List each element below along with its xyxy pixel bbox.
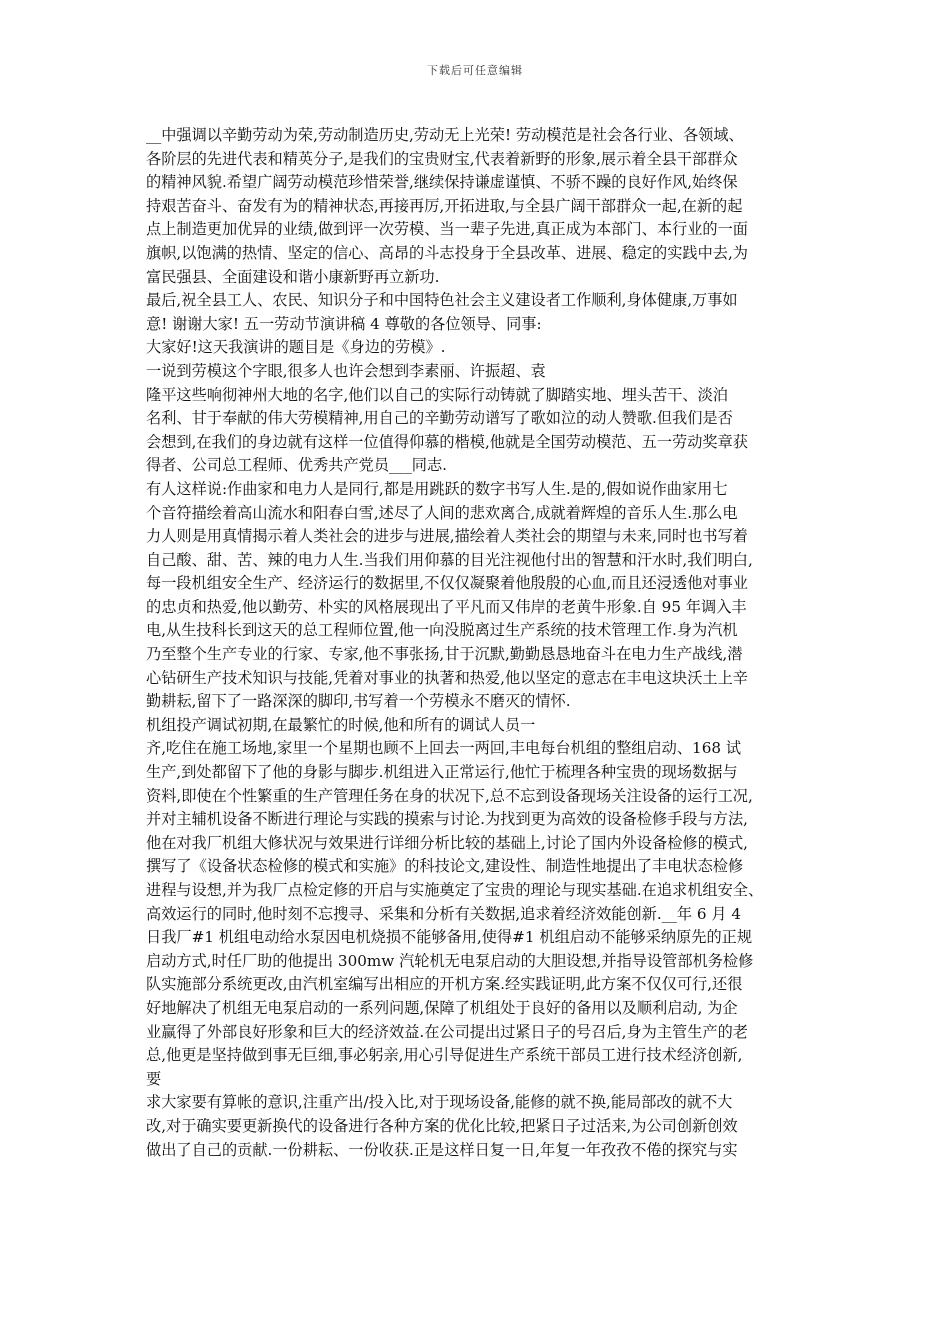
text-line: 日我厂#1 机组电动给水泵因电机烧损不能够备用,使得#1 机组启动不能够采纳原先的正规 (146, 928, 753, 947)
text-line: 齐,吃住在施工场地,家里一个星期也顾不上回去一两回,丰电每台机组的整组启动、168 试 (146, 739, 742, 758)
text-line: 进程与设想,并为我厂点检定修的开启与实施奠定了宝贵的理论与现实基础.在追求机组安全、 (146, 881, 764, 899)
text-line: 做出了自己的贡献.一份耕耘、一份收获.正是这样日复一日,年复一年孜孜不倦的探究与实 (146, 1140, 738, 1159)
text-line: 名利、甘于奉献的伟大劳模精神,用自己的辛勤劳动谱写了歌如泣的动人赞歌.但我们是否 (146, 409, 733, 428)
text-line: 隆平这些响彻神州大地的名字,他们以自己的实际行动铸就了脚踏实地、埋头苦干、淡泊 (146, 385, 728, 404)
text-line: 每一段机组安全生产、经济运行的数据里,不仅仅凝聚着他殷殷的心血,而且还浸透他对事业 (146, 574, 748, 593)
page-header-note: 下载后可任意编辑 (427, 64, 523, 77)
text-line: 意! 谢谢大家! 五一劳动节演讲稿 4 尊敬的各位领导、同事: (146, 314, 542, 333)
text-line: 撰写了《设备状态检修的模式和实施》的科技论文,建设性、制造性地提出了丰电状态检修 (146, 857, 744, 876)
text-line: 业赢得了外部良好形象和巨大的经济效益.在公司提出过紧日子的号召后,身为主管生产的老 (146, 1022, 748, 1041)
text-line: 机组投产调试初期,在最繁忙的时候,他和所有的调试人员一 (146, 715, 536, 734)
text-line: 富民强县、全面建设和谐小康新野再立新功. (146, 267, 440, 286)
text-line: 心钻研生产技术知识与技能,凭着对事业的执著和热爱,他以坚定的意志在丰电这块沃土上辛 (146, 668, 748, 687)
text-line: 求大家要有算帐的意识,注重产出/投入比,对于现场设备,能修的就不换,能局部改的就不大 (146, 1093, 733, 1112)
text-line: 乃至整个生产专业的行家、专家,他不事张扬,甘于沉默,勤勤恳恳地奋斗在电力生产战线,潜 (146, 645, 743, 664)
text-line: 的精神风貌.希望广阔劳动模范珍惜荣誉,继续保持谦虚谨慎、不骄不躁的良好作风,始终保 (146, 173, 738, 192)
text-line: 大家好!这天我演讲的题目是《身边的劳模》. (146, 338, 446, 357)
text-line: 会想到,在我们的身边就有这样一位值得仰慕的楷模,他就是全国劳动模范、五一劳动奖章获 (146, 432, 748, 451)
text-line: 点上制造更加优异的业绩,做到评一次劳模、当一辈子先进,真正成为本部门、本行业的一面 (146, 220, 748, 239)
text-line: 持艰苦奋斗、奋发有为的精神状态,再接再厉,开拓进取,与全县广阔干部群众一起,在新的起 (146, 196, 743, 215)
document-body (146, 124, 814, 1162)
text-line: 旗帜,以饱满的热情、坚定的信心、高昂的斗志投身于全县改革、进展、稳定的实践中去,为 (146, 243, 748, 262)
text-line: 资料,即使在个性繁重的生产管理任务在身的状况下,总不忘到设备现场关注设备的运行工况, (146, 786, 753, 805)
text-line: 队实施部分系统更改,由汽机室编写出相应的开机方案.经实践证明,此方案不仅仅可行,还很 (146, 975, 743, 994)
text-line: 最后,祝全县工人、农民、知识分子和中国特色社会主义建设者工作顺利,身体健康,万事如 (146, 291, 738, 310)
text-line: __中强调以辛勤劳动为荣,劳动制造历史,劳动无上光荣! 劳动模范是社会各行业、各领域、 (146, 126, 744, 144)
text-line: 启动方式,时任厂助的他提出 300mw 汽轮机无电泵启动的大胆设想,并指导设管部机务检修 (146, 951, 754, 970)
text-line: 好地解决了机组无电泵启动的一系列问题,保障了机组处于良好的备用以及顺利启动, 为企 (146, 998, 738, 1017)
text-line: 有人这样说:作曲家和电力人是同行,都是用跳跃的数字书写人生.是的,假如说作曲家用七 (146, 479, 728, 498)
text-line: 勤耕耘,留下了一路深深的脚印,书写着一个劳模永不磨灭的情怀. (146, 692, 571, 711)
text-line: 要 (146, 1069, 162, 1088)
text-line: 力人则是用真情揭示着人类社会的进步与进展,描绘着人类社会的期望与未来,同时也书写着 (146, 527, 748, 546)
text-line: 自己酸、甜、苦、辣的电力人生.当我们用仰慕的目光注视他付出的智慧和汗水时,我们明白, (146, 550, 753, 569)
text-line: 总,他更是坚持做到事无巨细,事必躬亲,用心引导促进生产系统干部员工进行技术经济创新, (146, 1046, 743, 1065)
text-line: 得者、公司总工程师、优秀共产党员___同志. (146, 456, 447, 475)
text-line: 一说到劳模这个字眼,很多人也许会想到李素丽、许振超、袁 (146, 361, 546, 380)
text-line: 的忠贞和热爱,他以勤劳、朴实的风格展现出了平凡而又伟岸的老黄牛形象.自 95 年调入丰 (146, 597, 747, 616)
text-line: 电,从生技科长到这天的总工程师位置,他一向没脱离过生产系统的技术管理工作.身为汽机 (146, 621, 738, 640)
text-line: 个音符描绘着高山流水和阳春白雪,述尽了人间的悲欢离合,成就着辉煌的音乐人生.那么电 (146, 503, 738, 522)
text-line: 他在对我厂机组大修状况与效果进行详细分析比较的基础上,讨论了国内外设备检修的模式, (146, 833, 748, 852)
text-line: 生产,到处都留下了他的身影与脚步.机组进入正常运行,他忙于梳理各种宝贵的现场数据与 (146, 763, 738, 782)
text-line: 并对主辅机设备不断进行理论与实践的摸索与讨论.为找到更为高效的设备检修手段与方法, (146, 810, 748, 829)
text-line: 各阶层的先进代表和精英分子,是我们的宝贵财宝,代表着新野的形象,展示着全县干部群众 (146, 149, 738, 168)
text-line: 改,对于确实要更新换代的设备进行各种方案的优化比较,把紧日子过活来,为公司创新创效 (146, 1116, 738, 1135)
text-line: 高效运行的同时,他时刻不忘搜寻、采集和分析有关数据,追求着经济效能创新.__年 6 月 4 (146, 904, 742, 923)
